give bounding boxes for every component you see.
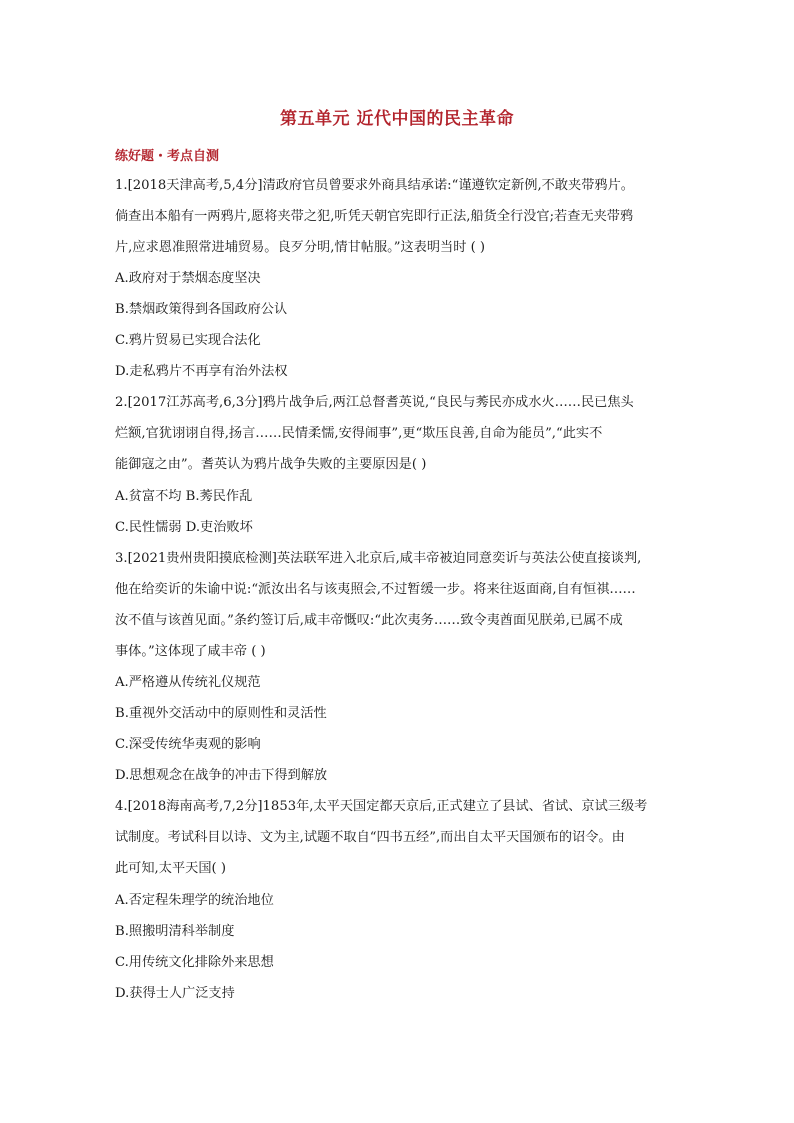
section-label: 练好题・考点自测 bbox=[115, 149, 220, 164]
question-4-option-d: D.获得士人广泛支持 bbox=[115, 986, 235, 1001]
question-4-option-c: C.用传统文化排除外来思想 bbox=[115, 955, 274, 970]
question-3-line-3: 汝不值与该酋见面。”条约签订后,咸丰帝慨叹:“此次夷务……致令夷酋面见朕弟,已属不成 bbox=[115, 613, 623, 628]
question-1-line-3: 片,应求恩准照常进埔贸易。良歹分明,情甘帖服。”这表明当时 ( ) bbox=[115, 240, 486, 255]
question-2-options-ab: A.贫富不均 B.莠民作乱 bbox=[115, 489, 253, 504]
question-3-line-2: 他在给奕䜣的朱谕中说:“派汝出名与该夷照会,不过暂缓一步。将来往返面商,自有恒祺…… bbox=[115, 582, 636, 597]
question-1-line-1: 1.[2018天津高考,5,4分]清政府官员曾要求外商具结承诺:“谨遵钦定新例,不敢夹带鸦片。 bbox=[115, 178, 634, 193]
question-2-line-1: 2.[2017江苏高考,6,3分]鸦片战争后,两江总督耆英说,“良民与莠民亦成水火……民已焦头 bbox=[115, 395, 634, 410]
question-1-line-2: 倘查出本船有一两鸦片,愿将夹带之犯,听凭天朝官宪即行正法,船货全行没官;若查无夹带鸦 bbox=[115, 209, 634, 224]
question-1-option-d: D.走私鸦片不再享有治外法权 bbox=[115, 364, 288, 379]
question-4-line-3: 此可知,太平天国( ) bbox=[115, 861, 226, 876]
question-3-line-1: 3.[2021贵州贵阳摸底检测]英法联军进入北京后,咸丰帝被迫同意奕䜣与英法公使直接谈判, bbox=[115, 551, 642, 566]
question-2-line-3: 能御寇之由”。耆英认为鸦片战争失败的主要原因是( ) bbox=[115, 457, 427, 472]
question-1-option-c: C.鸦片贸易已实现合法化 bbox=[115, 333, 261, 348]
question-4-option-b: B.照搬明清科举制度 bbox=[115, 924, 235, 939]
question-3-option-d: D.思想观念在战争的冲击下得到解放 bbox=[115, 768, 328, 783]
question-3-line-4: 事体。”这体现了咸丰帝 ( ) bbox=[115, 644, 266, 659]
question-1-option-a: A.政府对于禁烟态度坚决 bbox=[115, 271, 261, 286]
question-4-line-1: 4.[2018海南高考,7,2分]1853年,太平天国定都天京后,正式建立了县试、省试、京试三级考 bbox=[115, 799, 648, 814]
page-title: 第五单元 近代中国的民主革命 bbox=[280, 109, 514, 129]
question-4-line-2: 试制度。考试科目以诗、文为主,试题不取自“四书五经”,而出自太平天国颁布的诏令。由 bbox=[115, 830, 625, 845]
question-2-line-2: 烂额,官犹诩诩自得,扬言……民情柔懦,安得闹事”,更“欺压良善,自命为能员”,“此实不 bbox=[115, 426, 603, 441]
question-3-option-b: B.重视外交活动中的原则性和灵活性 bbox=[115, 706, 327, 721]
question-1-option-b: B.禁烟政策得到各国政府公认 bbox=[115, 302, 288, 317]
question-2-options-cd: C.民性懦弱 D.吏治败坏 bbox=[115, 520, 253, 535]
question-4-option-a: A.否定程朱理学的统治地位 bbox=[115, 893, 274, 908]
question-3-option-a: A.严格遵从传统礼仪规范 bbox=[115, 675, 261, 690]
question-3-option-c: C.深受传统华夷观的影响 bbox=[115, 737, 261, 752]
